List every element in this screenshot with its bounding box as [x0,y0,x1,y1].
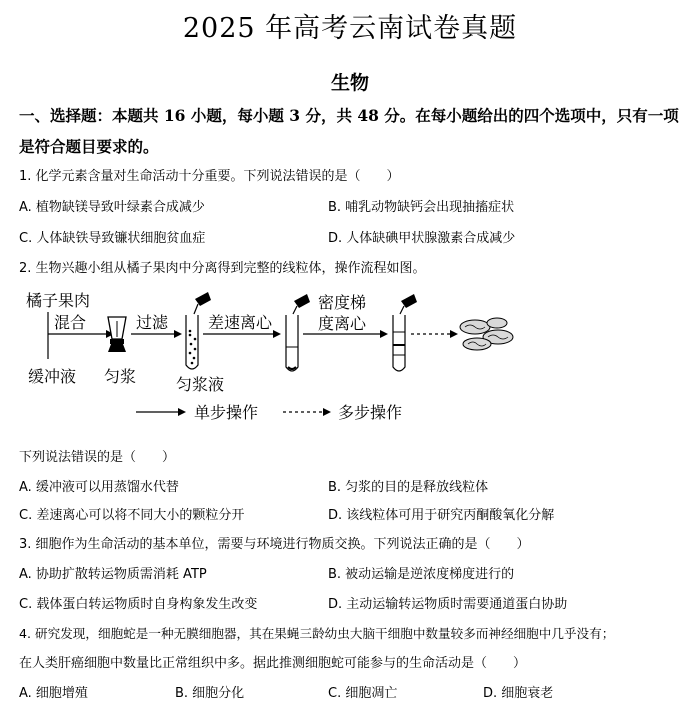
q3-stem: 3. 细胞作为生命活动的基本单位，需要与环境进行物质交换。下列说法正确的是（ ） [19,537,530,552]
q4-option-a: A. 细胞增殖 [19,686,88,701]
label-differential-centrifugation: 差速离心 [208,313,273,332]
label-density-gradient-1: 密度梯 [318,293,367,312]
label-filter: 过滤 [136,313,169,332]
pipette-icon-3 [400,294,417,314]
q2-question: 下列说法错误的是（ ） [19,450,176,465]
label-homogenate: 匀浆液 [176,375,225,394]
q2-option-a: A. 缓冲液可以用蒸馏水代替 [19,480,179,495]
q2-option-d: D. 该线粒体可用于研究丙酮酸氧化分解 [328,508,555,523]
q4-option-b: B. 细胞分化 [175,686,245,701]
mitochondria-icon [460,318,513,350]
subject-heading: 生物 [330,72,369,94]
test-tube-homogenate-icon [186,315,198,369]
legend-single-step [136,403,258,422]
pipette-icon-1 [194,292,211,314]
label-orange-pulp: 橘子果肉 [26,291,91,310]
legend-multi-step [283,403,402,422]
mitochondria-isolation-flowchart [18,287,518,432]
section-heading: 一、选择题：本题共 16 小题，每小题 3 分，共 48 分。在每小题给出的四个选项中，只有一项是符合题目要求的。 [19,106,679,156]
q2-option-c: C. 差速离心可以将不同大小的颗粒分开 [19,508,245,523]
q1-option-c: C. 人体缺铁导致镰状细胞贫血症 [19,231,206,246]
q2-stem: 2. 生物兴趣小组从橘子果肉中分离得到完整的线粒体，操作流程如图。 [19,261,426,276]
arrow-multi-step-to-mitochondria [411,330,458,338]
legend-single-step-label: 单步操作 [194,403,259,422]
q4-stem-line-1: 4. 研究发现，细胞蛇是一种无膜细胞器，其在果蝇三龄幼虫大脑干细胞中数量较多而神经细胞中几乎没有； [19,626,615,641]
pipette-icon-2 [293,294,310,314]
page-title: 2025 年高考云南试卷真题 [182,13,518,44]
test-tube-gradient-icon [393,315,405,371]
q4-option-d: D. 细胞衰老 [483,686,554,701]
q1-option-b: B. 哺乳动物缺钙会出现抽搐症状 [328,200,515,215]
label-buffer: 缓冲液 [28,367,77,386]
q4-option-c: C. 细胞凋亡 [328,686,398,701]
q3-option-c: C. 载体蛋白转运物质时自身构象发生改变 [19,597,258,612]
legend-multi-step-label: 多步操作 [338,403,403,422]
q3-option-b: B. 被动运输是逆浓度梯度进行的 [328,567,515,582]
blender-icon [108,317,126,352]
q1-option-d: D. 人体缺碘甲状腺激素合成减少 [328,231,516,246]
q3-option-a: A. 协助扩散转运物质需消耗 ATP [19,567,207,582]
q1-stem: 1. 化学元素含量对生命活动十分重要。下列说法错误的是（ ） [19,169,400,184]
q3-option-d: D. 主动运输转运物质时需要通道蛋白协助 [328,597,568,612]
q1-option-a: A. 植物缺镁导致叶绿素合成减少 [19,200,205,215]
q2-option-b: B. 匀浆的目的是释放线粒体 [328,480,489,495]
test-tube-centrifuged-icon [286,315,298,371]
label-density-gradient-2: 度离心 [318,314,367,333]
q4-stem-line-2: 在人类肝癌细胞中数量比正常组织中多。据此推测细胞蛇可能参与的生命活动是（ ） [19,656,527,671]
label-mix: 混合 [54,313,87,332]
label-homogenize: 匀浆 [104,367,137,386]
